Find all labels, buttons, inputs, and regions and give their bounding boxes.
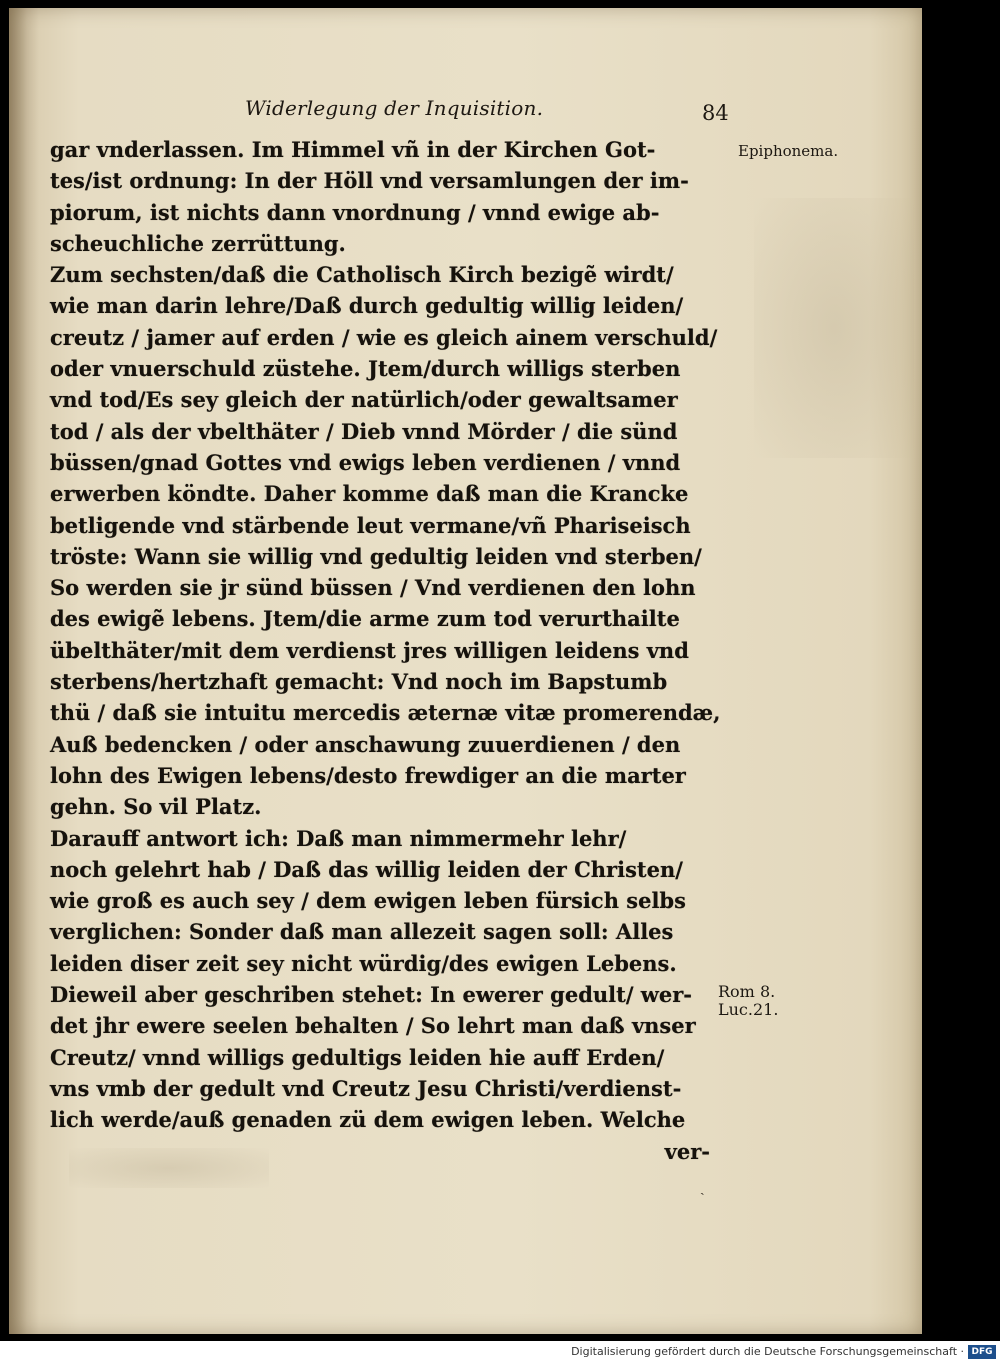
- text-line: gehn. So vil Platz.: [50, 794, 262, 820]
- text-line: piorum, ist nichts dann vnordnung / vnnd ewige ab-: [50, 199, 660, 225]
- text-line: sterbens/hertzhaft gemacht: Vnd noch im Bapstumb: [50, 669, 668, 695]
- text-line: tod / als der vbelthäter / Dieb vnnd Mörder / die sünd: [50, 418, 678, 444]
- text-line: Creutz/ vnnd willigs gedultigs leiden hie auff Erden/: [50, 1044, 665, 1070]
- text-line: gar vnderlassen. Im Himmel vñ in der Kirchen Got-: [50, 137, 656, 162]
- page-number: 84: [702, 101, 729, 125]
- text-line: erwerben köndte. Daher komme daß man die Krancke: [50, 481, 689, 507]
- text-line: noch gelehrt hab / Daß das willig leiden der Christen/: [50, 856, 683, 882]
- paper-stain: [754, 198, 914, 458]
- text-line: oder vnuerschuld züstehe. Jtem/durch willigs sterben: [50, 356, 681, 382]
- text-line: übelthäter/mit dem verdienst jres willigen leidens vnd: [50, 637, 689, 663]
- text-line: verglichen: Sonder daß man allezeit sagen soll: Alles: [50, 919, 674, 945]
- footer-bar: [0, 1341, 1000, 1364]
- text-line: So werden sie jr sünd büssen / Vnd verdienen den lohn: [50, 575, 696, 601]
- text-line: vns vmb der gedult vnd Creutz Jesu Christi/verdienst-: [50, 1075, 682, 1101]
- text-line: des ewigẽ lebens. Jtem/die arme zum tod verurthailte: [50, 606, 680, 632]
- text-line: lohn des Ewigen lebens/desto frewdiger an die marter: [50, 762, 686, 788]
- margin-note-luc: Luc.21.: [718, 1000, 779, 1019]
- text-line: Zum sechsten/daß die Catholisch Kirch bezigẽ wirdt/: [50, 262, 674, 288]
- margin-note-rom: Rom 8.: [718, 982, 776, 1001]
- text-line: tröste: Wann sie willig vnd gedultig leiden vnd sterben/: [50, 543, 702, 569]
- funding-credit: Digitalisierung gefördert durch die Deutsche Forschungsgemeinschaft ·: [571, 1345, 964, 1358]
- text-line: det jhr ewere seelen behalten / So lehrt man daß vnser: [50, 1013, 696, 1039]
- text-line: tes/ist ordnung: In der Höll vnd versamlungen der im-: [50, 168, 689, 194]
- text-line: thü / daß sie intuitu mercedis æternæ vitæ promerendæ,: [50, 700, 721, 726]
- body-text: [50, 134, 730, 1167]
- text-line: wie groß es auch sey / dem ewigen leben fürsich selbs: [50, 888, 686, 914]
- page-gutter-shadow: [9, 8, 39, 1334]
- dfg-logo: DFG: [968, 1345, 996, 1359]
- margin-note-epiphonema: Epiphonema.: [738, 142, 839, 160]
- text-line: Dieweil aber geschriben stehet: In ewerer gedult/ wer-: [50, 982, 693, 1008]
- text-line: Auß bedencken / oder anschawung zuuerdienen / den: [50, 731, 681, 757]
- text-line: leiden diser zeit sey nicht würdig/des ewigen Lebens.: [50, 950, 677, 976]
- text-line: vnd tod/Es sey gleich der natürlich/oder gewaltsamer: [50, 387, 678, 413]
- text-line: ver-: [664, 1138, 710, 1164]
- text-line: lich werde/auß genaden zü dem ewigen leben. Welche: [50, 1107, 686, 1133]
- text-line: creutz / jamer auf erden / wie es gleich ainem verschuld/: [50, 324, 718, 350]
- text-line: betligende vnd stärbende leut vermane/vñ Phariseisch: [50, 512, 691, 538]
- running-head: Widerlegung der Inquisition.: [245, 96, 544, 120]
- text-line: wie man darin lehre/Daß durch gedultig willig leiden/: [50, 293, 684, 319]
- text-line: scheuchliche zerrüttung.: [50, 230, 346, 256]
- text-line: büssen/gnad Gottes vnd ewigs leben verdienen / vnnd: [50, 449, 681, 475]
- pen-mark: ˏ: [700, 1180, 705, 1196]
- text-line: Darauff antwort ich: Daß man nimmermehr lehr/: [50, 825, 627, 851]
